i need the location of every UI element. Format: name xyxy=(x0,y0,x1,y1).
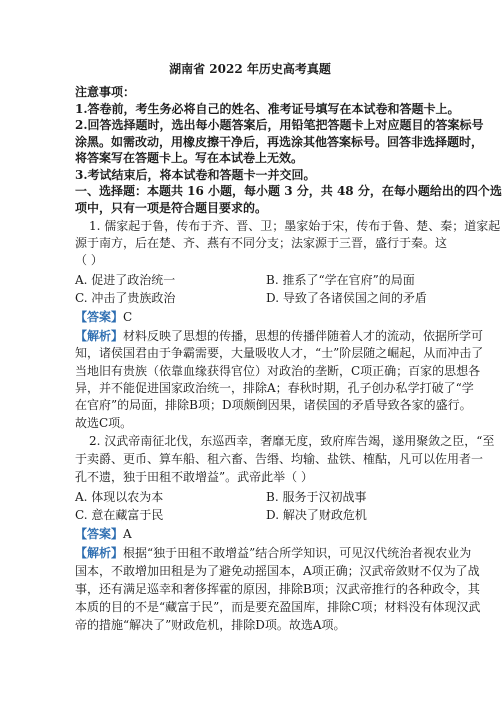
section-heading-cont: 项中，只有一项是符合题目要求的。 xyxy=(75,201,268,215)
analysis-tag: 【解析】 xyxy=(75,329,124,343)
q2-analysis: 帝的措施“解决了”财政危机，排除D项。故选A项。 xyxy=(75,618,346,632)
analysis-text: 材料反映了思想的传播，思想的传播伴随着人才的流动，依据所学可 xyxy=(123,329,484,343)
q2-analysis: 事，还有满足巡幸和奢侈挥霍的原因，排除B项；汉武帝推行的各种政令，其 xyxy=(75,582,480,596)
q1-analysis: 当地旧有贵族（依靠血缘获得官位）对政治的垄断，C项正确；百家的思想各 xyxy=(75,364,481,378)
q2-stem: 2. 汉武帝南征北伐，东巡西幸，奢靡无度，致府库告竭，遂用聚敛之臣，“至 xyxy=(89,434,495,448)
analysis-tag: 【解析】 xyxy=(75,546,124,560)
q2-option-b: B. 服务于汉初战事 xyxy=(266,490,367,504)
notice-item: 2.回答选择题时，选出每小题答案后，用铅笔把答题卡上对应题目的答案标号 xyxy=(75,118,484,132)
q1-analysis xyxy=(75,329,484,343)
answer-tag: 【答案】 xyxy=(75,310,124,324)
q2-stem: 于卖爵、更币、算车船、租六畜、告缗、均输、盐铁、榷酤，凡可以佐用者一 xyxy=(75,452,484,466)
q1-analysis: 异，并不能促进国家政治统一，排除A；春秋时期，孔子创办私学打破了“学 xyxy=(75,381,474,395)
q1-analysis: 知，诸侯国君由于争霸需要，大量吸收人才，“士”阶层随之崛起，从而冲击了 xyxy=(75,346,484,360)
q2-stem: 孔不遗，独于田租不敢增益”。武帝此举（ ） xyxy=(75,470,313,484)
notice-item: 3.考试结束后，将本试卷和答题卡一并交回。 xyxy=(75,168,316,182)
q2-option-d: D. 解决了财政危机 xyxy=(266,508,367,522)
q1-stem: （ ） xyxy=(75,253,103,267)
q1-option-b: B. 推系了“学在官府”的局面 xyxy=(266,273,415,287)
analysis-text: 根据“独于田租不敢增益”结合所学知识，可见汉代统治者视农业为 xyxy=(123,546,472,560)
answer-value: A xyxy=(123,527,132,541)
q1-analysis: 故选C项。 xyxy=(75,416,133,430)
answer-value: C xyxy=(123,310,133,324)
section-heading: 一、选择题：本题共 16 小题，每小题 3 分，共 48 分，在每小题给出的四个选 xyxy=(75,184,502,198)
answer-tag: 【答案】 xyxy=(75,527,124,541)
q2-option-c: C. 意在藏富于民 xyxy=(75,508,164,522)
notice-heading: 注意事项： xyxy=(75,85,136,99)
q1-stem: 源于南方，后在楚、齐、燕有不同分支；法家源于三晋，盛行于秦。这 xyxy=(75,236,448,250)
q1-analysis: 在官府”的局面，排除B项；D项颇倒因果，诸侯国的矛盾导致各家的盛行。 xyxy=(75,398,472,412)
notice-item: 涂黑。如需改动，用橡皮擦干净后，再选涂其他答案标号。回答非选择题时， xyxy=(75,135,484,149)
notice-item: 1.答卷前，考生务必将自己的姓名、准考证号填写在本试卷和答题卡上。 xyxy=(75,102,460,116)
q2-option-a: A. 体现以农为本 xyxy=(75,490,164,504)
q1-stem: 1. 儒家起于鲁，传布于齐、晋、卫；墨家始于宋，传布于鲁、楚、秦；道家起 xyxy=(89,219,501,233)
q2-analysis xyxy=(75,546,472,560)
q1-option-c: C. 冲击了贵族政治 xyxy=(75,291,176,305)
q1-answer xyxy=(75,310,435,324)
exam-title: 湖南省 2022 年历史高考真题 xyxy=(169,62,331,76)
q2-analysis: 本质的目的不是“藏富于民”，而是要充盈国库，排除C项；材料没有体现汉武 xyxy=(75,600,481,614)
q1-option-a: A. 促进了政治统一 xyxy=(75,273,176,287)
notice-item: 将答案写在答题卡上。写在本试卷上无效。 xyxy=(75,151,304,165)
q1-option-d: D. 导致了各诸侯国之间的矛盾 xyxy=(266,291,427,305)
q2-analysis: 国本，不敢增加田租是为了避免动摇国本，A项正确；汉武帝敛财不仅为了战 xyxy=(75,564,480,578)
q2-answer xyxy=(75,527,435,541)
